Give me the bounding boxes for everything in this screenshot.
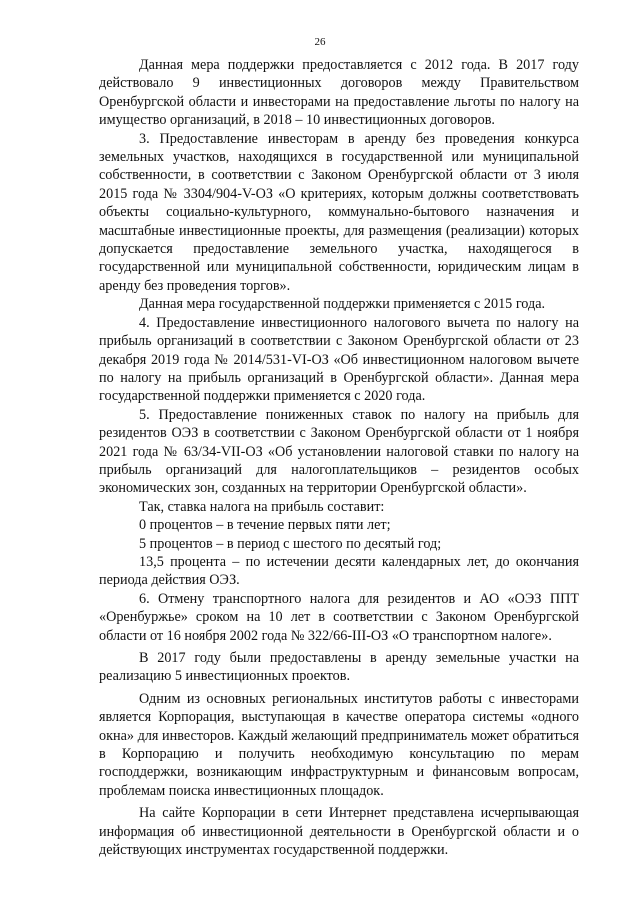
paragraph-rate-intro: Так, ставка налога на прибыль составит: — [139, 498, 385, 515]
paragraph-item-6-transport-tax: 6. Отмену транспортного налога для резидентов и АО «ОЭЗ ППТ «Оренбуржье» сроком на 10 лет в соответствии с Законом Оренбургской области от 16 ноября 2002 года № 322/66-III-ОЗ «О транспортном налоге». — [99, 590, 579, 644]
paragraph-rate-0: 0 процентов – в течение первых пяти лет; — [139, 517, 391, 534]
paragraph-support-since-2015: Данная мера государственной поддержки применяется с 2015 года. — [139, 296, 546, 313]
paragraph-land-2017: В 2017 году были предоставлены в аренду земельные участки на реализацию 5 инвестиционных проектов. — [99, 650, 579, 685]
paragraph-corporation-role: Одним из основных региональных институтов работы с инвесторами является Корпорация, выступающая в качестве оператора системы «одного окна» для инвесторов. Каждый желающий предприниматель может обратиться в Корпорацию и получить необходимую консультацию по мерам господдержки, возникающим инфраструктурным и финансовым вопросам, проблемам поиска инвестиционных площадок. — [99, 690, 579, 799]
paragraph-support-since-2012: Данная мера поддержки предоставляется с 2012 года. В 2017 году действовало 9 инвестиционных договоров между Правительством Оренбургской области и инвесторами на предоставление льготы по налогу на имущество организаций, в 2018 – 10 инвестиционных договоров. — [99, 57, 579, 129]
paragraph-rate-5: 5 процентов – в период с шестого по десятый год; — [139, 535, 442, 552]
paragraph-item-4-tax-deduction: 4. Предоставление инвестиционного налогового вычета по налогу на прибыль организаций в соответствии с Законом Оренбургской области от 23 декабря 2019 года № 2014/531-VI-ОЗ «Об инвестиционном налоговом вычете по налогу на прибыль организаций в Оренбургской области». Данная мера государственной поддержки применяется с 2020 года. — [99, 314, 579, 405]
document-body — [99, 56, 579, 859]
page-number: 26 — [314, 36, 326, 48]
paragraph-rate-13-5: 13,5 процента – по истечении десяти календарных лет, до окончания периода действия ОЭЗ. — [99, 553, 579, 589]
paragraph-corporation-website: На сайте Корпорации в сети Интернет представлена исчерпывающая информация об инвестиционной деятельности в Оренбургской области и о действующих инструментах государственной поддержки. — [99, 805, 579, 859]
paragraph-item-3-land-lease: 3. Предоставление инвесторам в аренду без проведения конкурса земельных участков, находящихся в государственной или муниципальной собственности, в соответствии с Законом Оренбургской области от 3 июля 2015 года № 3304/904-V-ОЗ «О критериях, которым должны соответствовать объекты социально-культурного, коммунально-бытового назначения и масштабные инвестиционные проекты, для размещения (реализации) которых допускается предоставление земельного участка, находящегося в государственной или муниципальной собственности, юридическим лицам в аренду без проведения торгов». — [99, 130, 579, 294]
paragraph-item-5-reduced-rates: 5. Предоставление пониженных ставок по налогу на прибыль для резидентов ОЭЗ в соответствии с Законом Оренбургской области от 1 ноября 2021 года № 63/34-VII-ОЗ «Об установлении налоговой ставки по налогу на прибыль организаций для налогоплательщиков – резидентов особых экономических зон, созданных на территории Оренбургской области». — [99, 406, 579, 497]
